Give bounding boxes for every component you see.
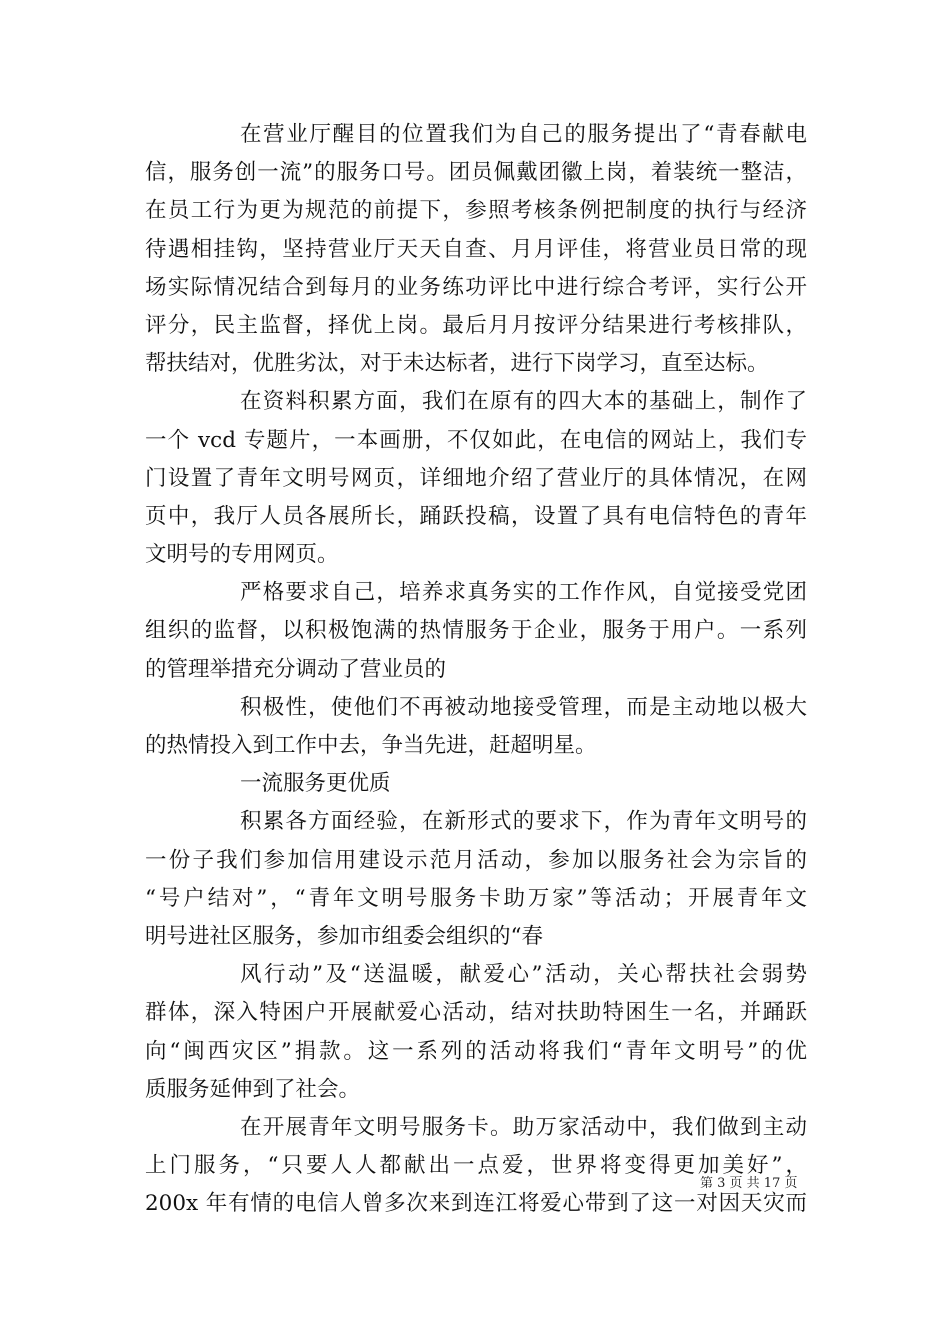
text-line: 群体，深入特困户开展献爱心活动，结对扶助特困生一名，并踊跃 bbox=[145, 1000, 807, 1026]
text-line: 在员工行为更为规范的前提下，参照考核条例把制度的执行与经济 bbox=[145, 198, 807, 224]
text-line: 组织的监督，以积极饱满的热情服务于企业，服务于用户。一系列 bbox=[145, 618, 807, 644]
text-line: 200x 年有情的电信人曾多次来到连江将爱心带到了这一对因天灾而 bbox=[145, 1191, 807, 1217]
text-line: 的管理举措充分调动了营业员的 bbox=[145, 656, 447, 682]
text-line: 门设置了青年文明号网页，详细地介绍了营业厅的具体情况，在网 bbox=[145, 465, 807, 491]
text-line: 向“闽西灾区”捐款。这一系列的活动将我们“青年文明号”的优 bbox=[145, 1038, 807, 1064]
document-body bbox=[145, 116, 807, 1223]
text-line: 风行动”及“送温暖，献爱心”活动，关心帮扶社会弱势 bbox=[240, 962, 807, 988]
text-line: 在开展青年文明号服务卡。助万家活动中，我们做到主动 bbox=[240, 1114, 807, 1140]
text-line: 积累各方面经验，在新形式的要求下，作为青年文明号的 bbox=[240, 809, 807, 835]
text-line: 的热情投入到工作中去，争当先进，赶超明星。 bbox=[145, 733, 597, 758]
text-line: 场实际情况结合到每月的业务练功评比中进行综合考评，实行公开 bbox=[145, 274, 807, 300]
text-line: 帮扶结对，优胜劣汰，对于未达标者，进行下岗学习，直至达标。 bbox=[145, 351, 769, 377]
text-line: 质服务延伸到了社会。 bbox=[145, 1076, 361, 1102]
page-number-footer: 第 3 页 共 17 页 bbox=[700, 1176, 798, 1191]
text-line: 严格要求自己，培养求真务实的工作作风，自觉接受党团 bbox=[240, 580, 807, 606]
text-line: 上门服务，“只要人人都献出一点爱，世界将变得更加美好”， bbox=[145, 1153, 807, 1179]
text-line: 明号进社区服务，参加市组委会组织的“春 bbox=[145, 923, 543, 949]
text-line: 一流服务更优质 bbox=[240, 771, 391, 797]
text-line: 页中，我厅人员各展所长，踊跃投稿，设置了具有电信特色的青年 bbox=[145, 503, 807, 529]
text-line: 一个 vcd 专题片，一本画册，不仅如此，在电信的网站上，我们专 bbox=[145, 427, 807, 453]
text-line: “号户结对”，“青年文明号服务卡助万家”等活动；开展青年文 bbox=[145, 885, 807, 911]
text-line: 信，服务创一流”的服务口号。团员佩戴团徽上岗，着装统一整洁， bbox=[145, 160, 807, 186]
text-line: 在资料积累方面，我们在原有的四大本的基础上，制作了 bbox=[240, 389, 807, 415]
text-line: 评分，民主监督，择优上岗。最后月月按评分结果进行考核排队， bbox=[145, 312, 807, 338]
text-line: 待遇相挂钩，坚持营业厅天天自查、月月评佳，将营业员日常的现 bbox=[145, 236, 807, 262]
text-line: 在营业厅醒目的位置我们为自己的服务提出了“青春献电 bbox=[240, 122, 807, 147]
text-line: 文明号的专用网页。 bbox=[145, 542, 339, 568]
text-line: 积极性，使他们不再被动地接受管理，而是主动地以极大 bbox=[240, 694, 807, 720]
text-line: 一份子我们参加信用建设示范月活动，参加以服务社会为宗旨的 bbox=[145, 847, 807, 873]
